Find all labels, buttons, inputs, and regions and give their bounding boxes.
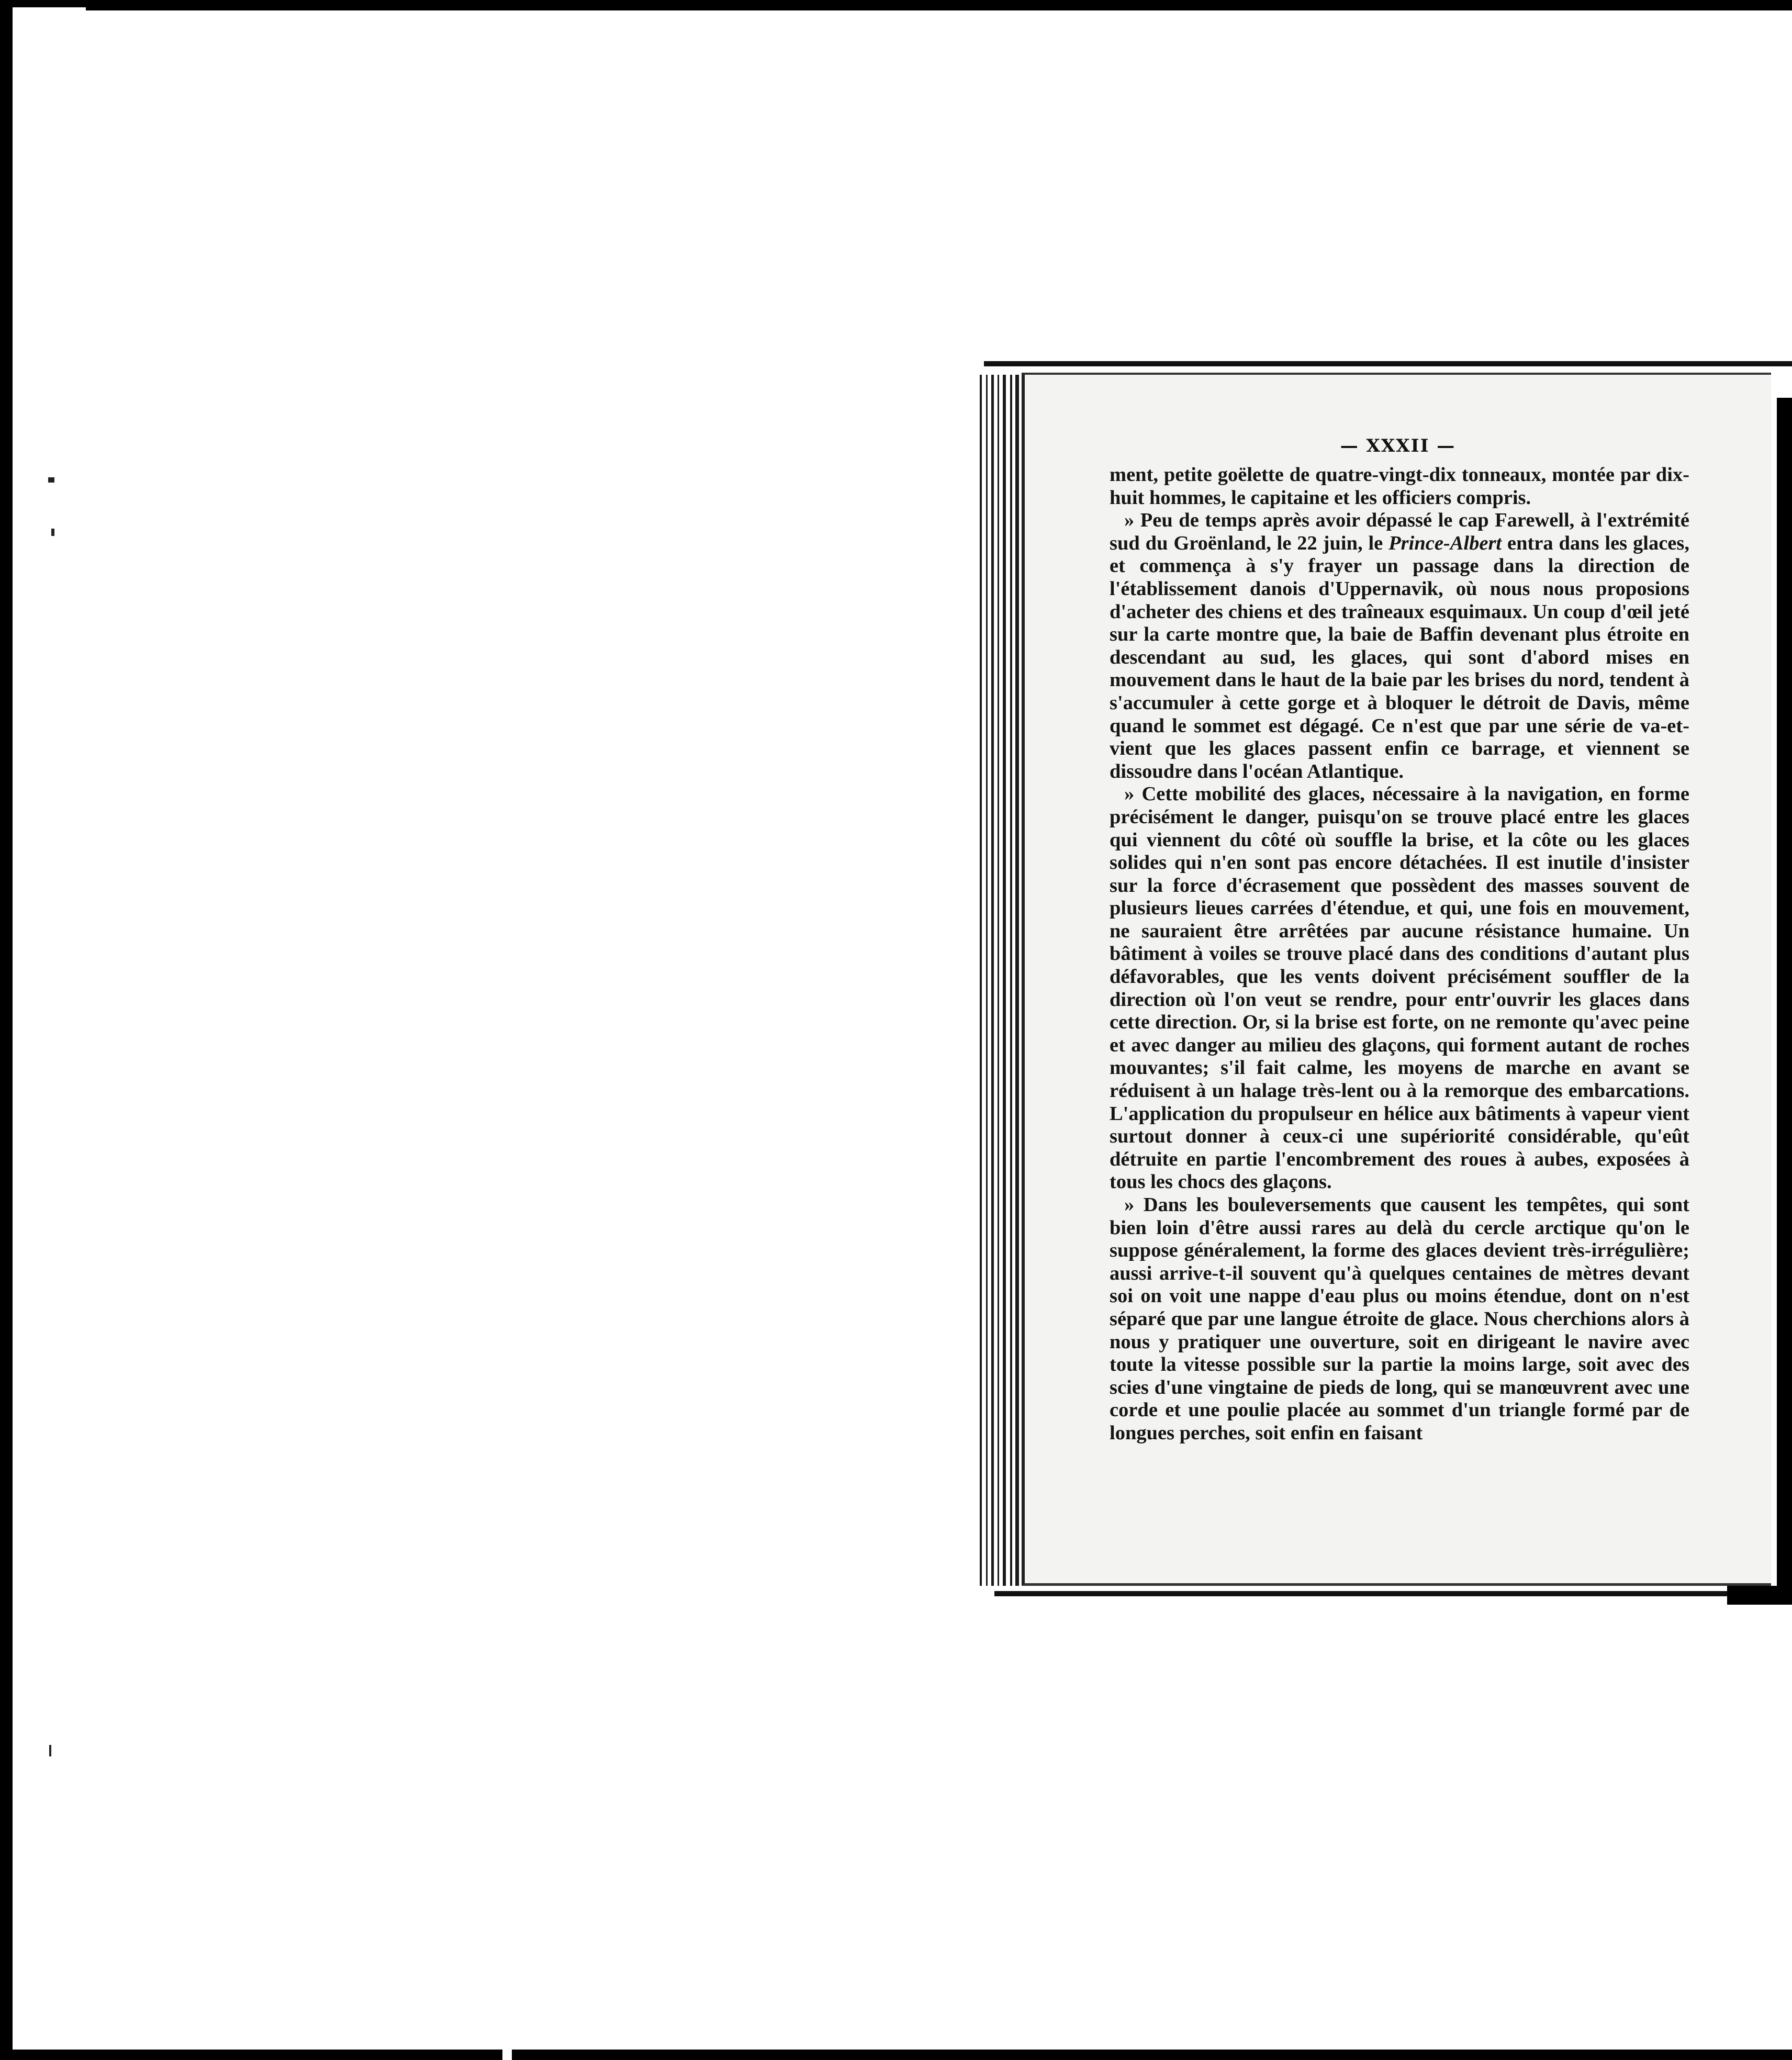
scan-corner-notch — [13, 7, 86, 17]
margin-speck — [49, 1745, 51, 1756]
body-text — [1110, 464, 1689, 1445]
paragraph — [1110, 464, 1689, 509]
scan-border-top — [0, 0, 1792, 10]
paragraph-text: entra dans les glaces, et commença à s'y frayer un passage dans la direction de l'établissement danois d'Uppernavik, où nous nous proposions d'acheter des chiens et des traîneaux esquimaux. Un coup d'œil jeté sur la carte montre que, la baie de Baffin devenant plus étroite en descendant au sud, les glaces, qui sont d'abord mises en mouvement dans le haut de la baie par les brises du nord, tendent à s'accumuler à cette gorge et à bloquer le détroit de Davis, même quand le sommet est dégagé. Ce n'est que par une série de va-et-vient que les glaces passent enfin ce barrage, et viennent se dissoudre dans l'océan Atlantique. — [1110, 532, 1689, 782]
paragraph — [1110, 509, 1689, 783]
paragraph-text: » Cette mobilité des glaces, nécessaire à la navigation, en forme précisément le danger, puisqu'on se trouve placé entre les glaces qui viennent du côté où souffle la brise, et la côte ou les glaces solides qui n'en sont pas encore détachées. Il est inutile d'insister sur la force d'écrasement que possèdent des masses souvent de plusieurs lieues carrées d'étendue, et qui, une fois en mouvement, ne sauraient être arrêtées par aucune résistance humaine. Un bâtiment à voiles se trouve placé dans des conditions d'autant plus défavorables, que les vents doivent précisément souffler de la direction où l'on veut se rendre, pour entr'ouvrir les glaces dans cette direction. Or, si la brise est forte, on ne remonte qu'avec peine et avec danger au milieu des glaçons, qui forment autant de roches mouvantes; s'il fait calme, les moyens de marche en avant se réduisent à un halage très-lent ou à la remorque des embarcations. L'application du propulseur en hélice aux bâtiments à vapeur vient surtout donner à ceux-ci une supériorité considérable, qu'eût détruite en partie l'encombrement des roues à aubes, exposées à tous les chocs des glaçons. — [1110, 783, 1689, 1193]
paragraph — [1110, 1194, 1689, 1445]
book-top-edge — [984, 361, 1792, 366]
book-right-edge — [1777, 398, 1792, 1602]
book-right-foot — [1727, 1586, 1792, 1605]
paragraph-text: ment, petite goëlette de quatre-vingt-dix tonneaux, montée par dix-huit hommes, le capitaine et les officiers compris. — [1110, 464, 1689, 509]
book-page — [1022, 373, 1771, 1586]
paragraph-text: » Dans les bouleversements que causent les tempêtes, qui sont bien loin d'être aussi rares au delà du cercle arctique qu'on le suppose généralement, la forme des glaces devient très-irrégulière; aussi arrive-t-il souvent qu'à quelques centaines de mètres devant soi on voit une nappe d'eau plus ou moins étendue, dont on n'est séparé que par une langue étroite de glace. Nous cherchions alors à nous y pratiquer une ouverture, soit en dirigeant le navire avec toute la vitesse possible sur la partie la moins large, soit avec des scies d'une vingtaine de pieds de long, qui se manœuvrent avec une corde et une poulie placée au sommet d'un triangle formé par de longues perches, soit enfin en faisant — [1110, 1194, 1689, 1444]
margin-speck — [51, 529, 54, 536]
scan-border-left — [0, 0, 13, 2060]
running-head: — XXXII — — [1340, 435, 1456, 456]
paragraph — [1110, 783, 1689, 1194]
book-bottom-edge — [994, 1591, 1792, 1596]
scan-border-gap — [502, 2050, 512, 2060]
paragraph-text: » Peu de temps après avoir dépassé le cap Farewell, à l'extrémité sud du Groënland, le 22 juin, le — [1110, 509, 1689, 554]
ship-name: Prince-Albert — [1388, 532, 1502, 554]
scan-border-bottom — [0, 2050, 1792, 2060]
margin-speck — [48, 477, 54, 483]
